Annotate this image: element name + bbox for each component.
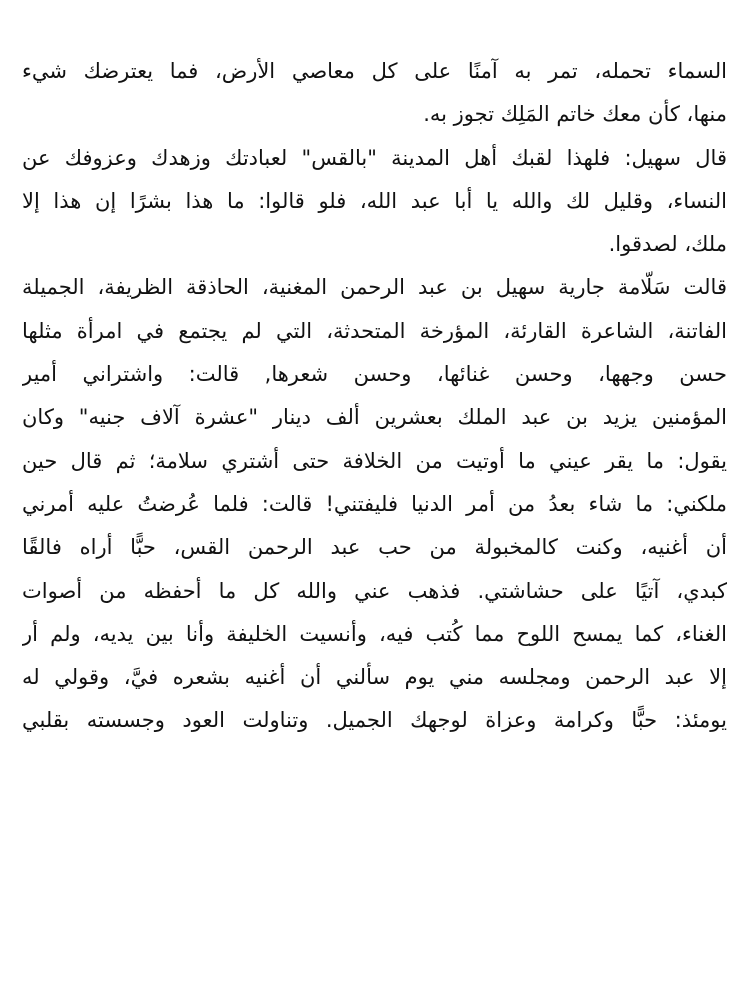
text-line: قال سهيل: فلهذا لقبك أهل المدينة "بالقس" لعبادتك وزهدك وعزوفك عن xyxy=(22,145,727,170)
text-line: منها، كأن معك خاتم المَلِك تجوز به. xyxy=(423,102,727,127)
text-line: أن أغنيه، وكنت كالمخبولة من حب عبد الرحمن القس، حبًّا أراه فالقًا xyxy=(22,535,727,560)
text-line: قالت سَلّامة جارية سهيل بن عبد الرحمن المغنية، الحاذقة الظريفة، الجميلة xyxy=(22,275,727,300)
text-line: يومئذ: حبًّا وكرامة وعزاة لوجهك الجميل. وتناولت العود وجسسته بقلبي xyxy=(22,708,727,733)
text-line: ملكني: ما شاء بعدُ من أمر الدنيا فليفتني! قالت: فلما عُرضتُ عليه أمرني xyxy=(22,491,727,516)
text-line: الفاتنة، الشاعرة القارئة، المؤرخة المتحدثة، التي لم يجتمع في امرأة مثلها xyxy=(22,318,727,343)
body-text xyxy=(22,50,727,743)
text-line: الغناء، كما يمسح اللوح مما كُتب فيه، وأنسيت الخليفة وأنا بين يديه، ولم أر xyxy=(22,621,727,646)
text-line: النساء، وقليل لك والله يا أبا عبد الله، فلو قالوا: ما هذا بشرًا إن هذا إلا xyxy=(22,188,727,213)
text-line: ملك، لصدقوا. xyxy=(608,232,727,257)
text-line: يقول: ما يقر عيني ما أوتيت من الخلافة حتى أشتري سلامة؛ ثم قال حين xyxy=(22,448,727,473)
text-line: إلا عبد الرحمن ومجلسه مني يوم سألني أن أغنيه بشعره فيَّ، وقولي له xyxy=(22,665,727,690)
text-line: المؤمنين يزيد بن عبد الملك بعشرين ألف دينار "عشرة آلاف جنيه" وكان xyxy=(22,405,727,430)
text-line: كبدي، آتيًا على حشاشتي. فذهب عني والله كل ما أحفظه من أصوات xyxy=(22,578,727,603)
text-line: حسن وجهها، وحسن غنائها، وحسن شعرها, قالت: واشتراني أمير xyxy=(22,362,727,387)
text-line: السماء تحمله، تمر به آمنًا على كل معاصي الأرض، فما يعترضك شيء xyxy=(22,59,727,83)
